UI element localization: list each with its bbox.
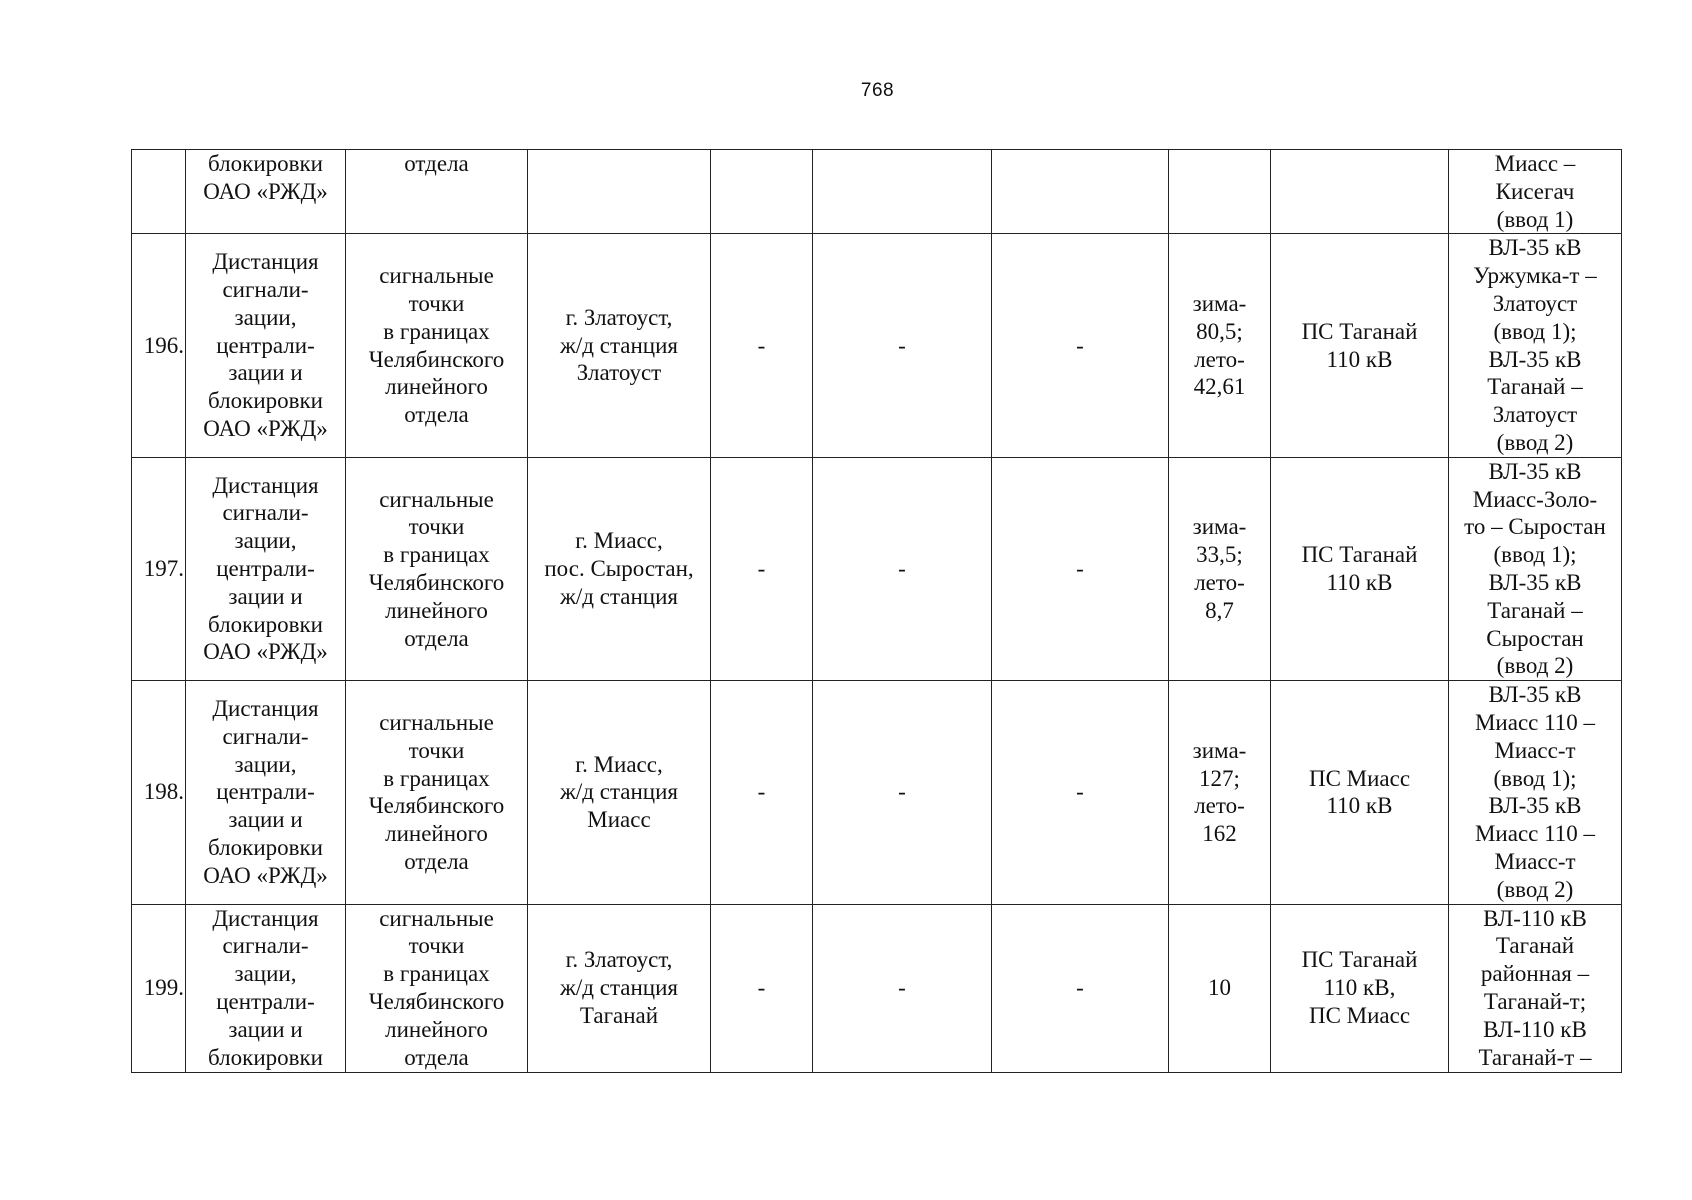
address-cell: г. Златоуст, ж/д станция Златоуст <box>528 234 711 457</box>
substation-cell: ПС Таганай 110 кВ <box>1271 234 1449 457</box>
address-cell: г. Миасс, ж/д станция Миасс <box>528 681 711 904</box>
organization-cell: Дистанция сигнали- зации, централи- зации и блокировки ОАО «РЖД» <box>186 457 346 680</box>
table-row-196 <box>132 234 1622 457</box>
consumers-table <box>131 149 1622 1073</box>
column-5-cell: - <box>711 457 813 680</box>
substation-cell: ПС Таганай 110 кВ, ПС Миасс <box>1271 904 1449 1072</box>
column-7-cell: - <box>992 904 1169 1072</box>
column-6-cell: - <box>813 904 992 1072</box>
column-6-cell: - <box>813 457 992 680</box>
table-row-197 <box>132 457 1622 680</box>
object-cell: сигнальные точки в границах Челябинского линейного отдела <box>346 904 528 1072</box>
row-number-cell: 196. <box>132 234 186 457</box>
column-5-cell: - <box>711 904 813 1072</box>
substation-cell: ПС Миасс 110 кВ <box>1271 681 1449 904</box>
column-6-cell: - <box>813 234 992 457</box>
row-number-cell: 197. <box>132 457 186 680</box>
page-number: 768 <box>860 80 895 101</box>
power-cell: зима- 127; лето- 162 <box>1169 681 1271 904</box>
power-lines-cell: ВЛ-35 кВ Уржумка-т – Златоуст (ввод 1); ВЛ-35 кВ Таганай – Златоуст (ввод 2) <box>1449 234 1622 457</box>
column-5-cell: - <box>711 234 813 457</box>
row-number-cell: 198. <box>132 681 186 904</box>
column-6-cell: - <box>813 681 992 904</box>
column-7-cell: - <box>992 457 1169 680</box>
substation-cell: ПС Таганай 110 кВ <box>1271 457 1449 680</box>
table-row-199 <box>132 904 1622 1072</box>
column-5-cell <box>711 150 813 234</box>
address-cell: г. Миасс, пос. Сыростан, ж/д станция <box>528 457 711 680</box>
column-7-cell: - <box>992 681 1169 904</box>
column-7-cell: - <box>992 234 1169 457</box>
object-cell: сигнальные точки в границах Челябинского линейного отдела <box>346 457 528 680</box>
row-number-cell: 199. <box>132 904 186 1072</box>
column-5-cell: - <box>711 681 813 904</box>
power-lines-cell: Миасс – Кисегач (ввод 1) <box>1449 150 1622 234</box>
row-number-cell <box>132 150 186 234</box>
object-cell: отдела <box>346 150 528 234</box>
column-6-cell <box>813 150 992 234</box>
object-cell: сигнальные точки в границах Челябинского линейного отдела <box>346 681 528 904</box>
power-cell: зима- 33,5; лето- 8,7 <box>1169 457 1271 680</box>
substation-cell <box>1271 150 1449 234</box>
power-cell <box>1169 150 1271 234</box>
table-row-continued <box>132 150 1622 234</box>
object-cell: сигнальные точки в границах Челябинского линейного отдела <box>346 234 528 457</box>
address-cell: г. Златоуст, ж/д станция Таганай <box>528 904 711 1072</box>
power-lines-cell: ВЛ-110 кВ Таганай районная – Таганай-т; ВЛ-110 кВ Таганай-т – <box>1449 904 1622 1072</box>
power-cell: зима- 80,5; лето- 42,61 <box>1169 234 1271 457</box>
column-7-cell <box>992 150 1169 234</box>
address-cell <box>528 150 711 234</box>
power-lines-cell: ВЛ-35 кВ Миасс 110 – Миасс-т (ввод 1); ВЛ-35 кВ Миасс 110 – Миасс-т (ввод 2) <box>1449 681 1622 904</box>
organization-cell: Дистанция сигнали- зации, централи- зации и блокировки <box>186 904 346 1072</box>
table-row-198 <box>132 681 1622 904</box>
organization-cell: Дистанция сигнали- зации, централи- зации и блокировки ОАО «РЖД» <box>186 681 346 904</box>
organization-cell: блокировки ОАО «РЖД» <box>186 150 346 234</box>
organization-cell: Дистанция сигнали- зации, централи- зации и блокировки ОАО «РЖД» <box>186 234 346 457</box>
power-cell: 10 <box>1169 904 1271 1072</box>
power-lines-cell: ВЛ-35 кВ Миасс-Золо- то – Сыростан (ввод 1); ВЛ-35 кВ Таганай – Сыростан (ввод 2) <box>1449 457 1622 680</box>
